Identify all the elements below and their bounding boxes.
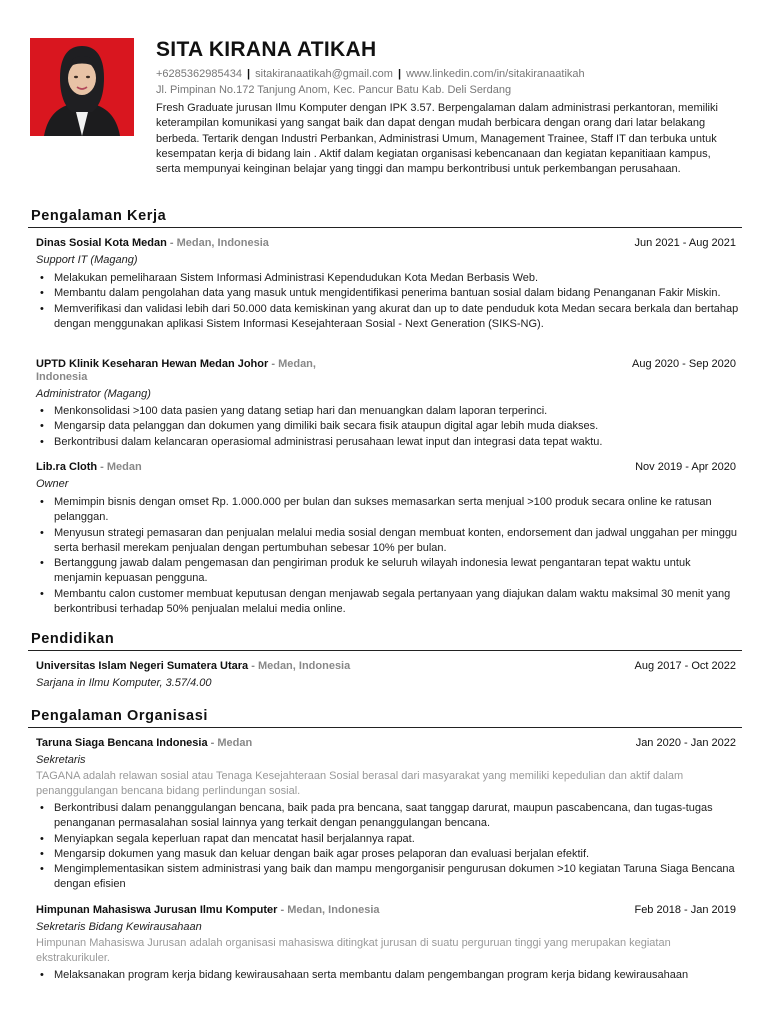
entry-role: Administrator (Magang) — [36, 388, 151, 400]
contact-line — [156, 68, 585, 80]
entry-date: Jun 2021 - Aug 2021 — [634, 237, 736, 249]
section-title-work: Pengalaman Kerja — [31, 208, 167, 224]
list-item: • Berkontribusi dalam penanggulangan bencana, baik pada pra bencana, saat tanggap darurat, maupun pascabencana, dan tugas-tugas penanganan permasalahan sosial lainnya yang terkait dengan penanggulangan bencana. — [36, 801, 740, 832]
contact-separator: | — [247, 68, 251, 80]
list-item: • Mengarsip dokumen yang masuk dan keluar dengan baik agar proses pelaporan dan evaluasi berjalan efektif. — [36, 847, 740, 862]
bullet-list — [36, 271, 740, 332]
entry-header — [36, 737, 736, 749]
entry-location: - Medan, — [271, 358, 316, 370]
profile-photo-illustration — [30, 38, 134, 136]
entry-location: - Medan — [100, 461, 142, 473]
entry-organization: Universitas Islam Negeri Sumatera Utara — [36, 660, 249, 672]
entry-role: Support IT (Magang) — [36, 254, 138, 266]
entry-degree: Sarjana in Ilmu Komputer, 3.57/4.00 — [36, 677, 212, 689]
entry-location: - Medan, Indonesia — [280, 904, 380, 916]
bullet-list — [36, 968, 740, 983]
address: Jl. Pimpinan No.172 Tanjung Anom, Kec. Pancur Batu Kab. Deli Serdang — [156, 84, 512, 96]
profile-photo — [30, 38, 134, 136]
entry-header — [36, 237, 736, 249]
list-item: • Berkontribusi dalam kelancaran operasiomal administrasi perusahaan lewat input dan integrasi data tepat waktu. — [36, 435, 740, 450]
bullet-list — [36, 404, 740, 450]
list-item: • Memimpin bisnis dengan omset Rp. 1.000.000 per bulan dan sukses memasarkan serta menjual >100 produk secara online ke ratusan pelanggan. — [36, 495, 740, 526]
linkedin-link[interactable]: www.linkedin.com/in/sitakiranaatikah — [406, 68, 585, 80]
list-item: • Membantu calon customer membuat keputusan dengan menjawab segala pertanyaan yang diajukan dalam waktu maksimal 30 menit yang berkontribusi terhadap 50% penjualan melalui media online. — [36, 587, 740, 618]
entry-date: Nov 2019 - Apr 2020 — [635, 461, 736, 473]
phone-number[interactable]: +6285362985434 — [156, 68, 242, 80]
entry-location: - Medan, Indonesia — [169, 237, 269, 249]
entry-organization: Himpunan Mahasiswa Jurusan Ilmu Komputer — [36, 904, 278, 916]
list-item: • Melaksanakan program kerja bidang kewirausahaan serta membantu dalam pengembangan program kerja bidang kewirausahaan — [36, 968, 740, 983]
entry-date: Aug 2017 - Oct 2022 — [634, 660, 736, 672]
entry-location: Indonesia — [36, 371, 88, 383]
list-item: • Membantu dalam pengolahan data yang masuk untuk mengidentifikasi penerima bantuan sosial dalam bidang Penanganan Fakir Miskin. — [36, 286, 740, 301]
entry-header — [36, 904, 736, 916]
candidate-name: SITA KIRANA ATIKAH — [156, 38, 377, 61]
entry-location: - Medan — [210, 737, 253, 749]
entry-organization: Dinas Sosial Kota Medan — [36, 237, 167, 249]
email-link[interactable]: sitakiranaatikah@gmail.com — [255, 68, 393, 80]
list-item: • Mengimplementasikan sistem administrasi yang baik dan mampu mengorganisir pengurusan dokumen >10 kegiatan Taruna Siaga Bencana dengan efisien — [36, 862, 740, 893]
list-item: • Menyusun strategi pemasaran dan penjualan melalui media sosial dengan membuat konten, endorsement dan jadwal unggahan per minggu serta berhasil merekam penjualan dengan pertumbuhan sebesar 10% per bulan. — [36, 526, 740, 557]
entry-header — [36, 660, 736, 672]
entry-date: Jan 2020 - Jan 2022 — [635, 737, 736, 749]
bullet-list — [36, 495, 740, 617]
entry-header — [36, 461, 736, 473]
entry-date: Aug 2020 - Sep 2020 — [632, 358, 736, 370]
entry-organization: UPTD Klinik Keseharan Hewan Medan Johor — [36, 358, 269, 370]
entry-location: - Medan, Indonesia — [251, 660, 351, 672]
profile-summary: Fresh Graduate jurusan Ilmu Komputer dengan IPK 3.57. Berpengalaman dalam administrasi perkantoran, memiliki keterampilan komunikasi yang sangat baik dan dapat dengan mudah berbicara dengan orang dari latar belakang berbeda. Tertarik dengan Industri Perbankan, Administrasi Umum, Management Trainee, Staff IT dan terbuka untuk kesempatan kerja di bidang lain . Aktif dalam kegiatan organisasi kebencanaan dan kegiatan kepanitiaan kampus, serta mempunyai keinginan belajar yang tinggi dan mampu berkontribusi untuk perkembangan perusahaan. — [156, 102, 718, 176]
section-divider — [28, 650, 742, 651]
entry-description: TAGANA adalah relawan sosial atau Tenaga Kesejahteraan Sosial berasal dari masyarakat yang memiliki kepedulian dan aktif dalam penanggulangan bencana bidang perlindungan sosial. — [36, 770, 684, 798]
entry-organization: Taruna Siaga Bencana Indonesia — [36, 737, 208, 749]
entry-role: Sekretaris — [36, 754, 86, 766]
section-title-organization: Pengalaman Organisasi — [31, 708, 208, 724]
list-item: • Melakukan pemeliharaan Sistem Informasi Administrasi Kependudukan Kota Medan Berbasis Web. — [36, 271, 740, 286]
list-item: • Bertanggung jawab dalam pengemasan dan pengiriman produk ke seluruh wilayah indonesia lewat pengantaran tepat waktu untuk menjamin kepuasan pengguna. — [36, 556, 740, 587]
entry-location-continued — [36, 371, 736, 383]
list-item: • Menyiapkan segala keperluan rapat dan mencatat hasil berjalannya rapat. — [36, 832, 740, 847]
contact-separator: | — [397, 68, 402, 80]
entry-organization: Lib.ra Cloth — [36, 461, 98, 473]
section-title-education: Pendidikan — [31, 631, 115, 647]
list-item: • Memverifikasi dan validasi lebih dari 50.000 data kemiskinan yang akurat dan up to date penduduk kota Medan secara berkala dan bertahap dengan menggunakan aplikasi Sistem Informasi Kesejahteraan Sosial - Next Generation (SIKS-NG). — [36, 302, 740, 333]
section-divider — [28, 727, 742, 728]
section-divider — [28, 227, 742, 228]
entry-header — [36, 358, 736, 370]
entry-role: Sekretaris Bidang Kewirausahaan — [36, 921, 202, 933]
bullet-list — [36, 801, 740, 893]
list-item: • Mengarsip data pelanggan dan dokumen yang dimiliki baik secara fisik ataupun digital agar lebih muda diakses. — [36, 419, 740, 434]
entry-date: Feb 2018 - Jan 2019 — [634, 904, 736, 916]
list-item: • Menkonsolidasi >100 data pasien yang datang setiap hari dan menuangkan dalam laporan terperinci. — [36, 404, 740, 419]
entry-description: Himpunan Mahasiswa Jurusan adalah organisasi mahasiswa ditingkat jurusan di suatu perguruan tinggi yang merupakan kegiatan ekstrakurikuler. — [36, 937, 671, 965]
entry-role: Owner — [36, 478, 69, 490]
